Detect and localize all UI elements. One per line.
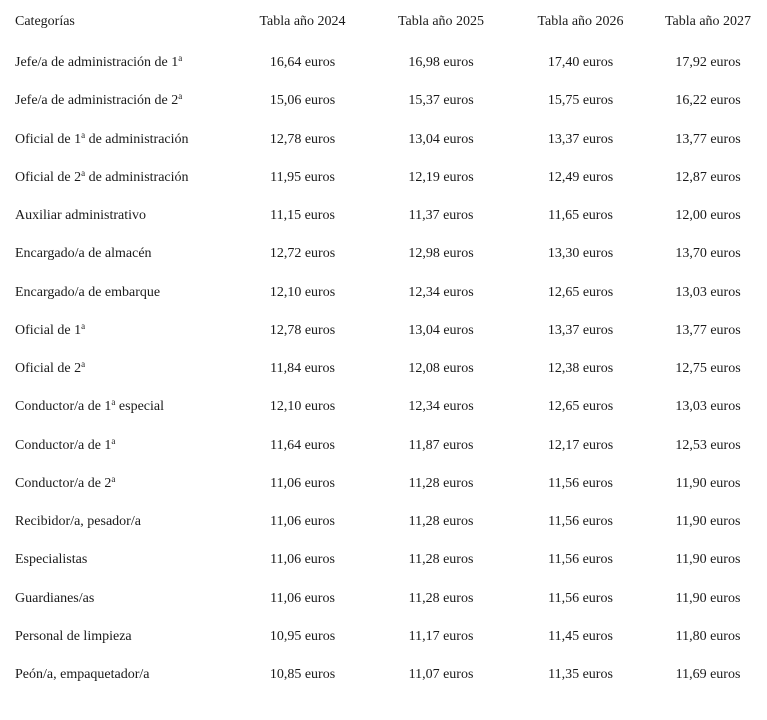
wage-cell-2024: 10,95 euros	[269, 628, 336, 644]
wage-cell-2024: 12,78 euros	[269, 131, 336, 147]
wage-cell-2024: 11,06 euros	[270, 475, 335, 491]
category-cell: Conductor/a de 1$^a$ especial	[15, 397, 165, 415]
table-row	[0, 44, 767, 82]
table-row	[0, 427, 767, 465]
wage-cell-2027: 13,03 euros	[675, 399, 741, 415]
category-cell: Encargado/a de embarque	[15, 284, 161, 300]
wage-cell-2025: 11,28 euros	[408, 514, 474, 530]
header-categorias: Categorías	[15, 14, 75, 29]
wage-cell-2027: 13,77 euros	[675, 131, 741, 147]
category-cell: Oficial de 1$^a$ de administración	[15, 129, 189, 147]
wage-cell-2027: 16,22 euros	[675, 93, 741, 109]
header-2025: Tabla año 2025	[397, 14, 485, 29]
table-row	[0, 503, 767, 541]
wage-cell-2027: 13,03 euros	[675, 284, 741, 300]
table-row	[0, 274, 767, 312]
wage-cell-2024: 11,95 euros	[270, 169, 335, 185]
category-cell: Peón/a, empaquetador/a	[15, 667, 150, 683]
wage-cell-2026: 12,38 euros	[547, 361, 614, 377]
wage-cell-2024: 12,72 euros	[269, 246, 336, 262]
wage-cell-2027: 12,00 euros	[675, 208, 741, 224]
wage-cell-2025: 11,17 euros	[408, 628, 474, 644]
wage-cell-2024: 11,64 euros	[270, 437, 335, 453]
category-cell: Oficial de 2$^a$	[15, 359, 86, 377]
category-cell: Personal de limpieza	[15, 628, 132, 644]
wage-cell-2024: 11,84 euros	[270, 361, 335, 377]
table-row	[0, 312, 767, 350]
ordinal-indicator: a	[81, 129, 86, 140]
category-cell: Conductor/a de 1$^a$	[15, 435, 116, 453]
wage-cell-2025: 13,04 euros	[408, 131, 474, 147]
wage-cell-2024: 11,06 euros	[270, 552, 335, 568]
category-cell: Oficial de 2$^a$ de administración	[15, 167, 189, 185]
wage-cell-2025: 11,37 euros	[408, 208, 474, 224]
wage-cell-2025: 12,34 euros	[408, 399, 474, 415]
wage-cell-2025: 12,08 euros	[408, 361, 474, 377]
table-header-row	[0, 0, 767, 44]
wage-cell-2025: 11,28 euros	[408, 475, 474, 491]
wage-cell-2024: 15,06 euros	[269, 93, 336, 109]
table-row	[0, 121, 767, 159]
header-2027: Tabla año 2027	[664, 14, 752, 29]
wage-cell-2026: 12,65 euros	[547, 284, 614, 300]
wage-cell-2026: 13,30 euros	[547, 246, 614, 262]
wage-cell-2025: 11,28 euros	[408, 552, 474, 568]
wage-cell-2026: 12,65 euros	[547, 399, 614, 415]
table-row	[0, 541, 767, 579]
wage-cell-2027: 11,90 euros	[675, 590, 741, 606]
wage-cell-2025: 12,34 euros	[408, 284, 474, 300]
category-cell: Jefe/a de administración de 1$^a$	[15, 53, 183, 71]
wage-cell-2026: 11,65 euros	[548, 208, 613, 224]
wage-cell-2027: 13,77 euros	[675, 322, 741, 338]
wage-cell-2026: 11,56 euros	[548, 514, 613, 530]
category-cell: Recibidor/a, pesador/a	[15, 514, 141, 530]
wage-cell-2026: 13,37 euros	[547, 322, 614, 338]
ordinal-indicator: a	[81, 320, 86, 331]
wage-cell-2025: 11,28 euros	[408, 590, 474, 606]
wage-cell-2026: 11,35 euros	[548, 667, 613, 683]
wage-cell-2024: 12,10 euros	[269, 284, 336, 300]
wage-cell-2025: 15,37 euros	[408, 93, 474, 109]
table-row	[0, 388, 767, 426]
ordinal-indicator: a	[111, 435, 116, 446]
wage-cell-2025: 16,98 euros	[408, 55, 474, 71]
wage-cell-2024: 10,85 euros	[269, 667, 336, 683]
wage-cell-2026: 13,37 euros	[547, 131, 614, 147]
ordinal-indicator: a	[81, 359, 86, 370]
wage-cell-2026: 11,45 euros	[548, 628, 613, 644]
wage-cell-2025: 11,87 euros	[408, 437, 474, 453]
table-row	[0, 618, 767, 656]
wage-cell-2026: 15,75 euros	[547, 93, 614, 109]
ordinal-indicator: a	[178, 91, 183, 102]
table-row	[0, 82, 767, 120]
ordinal-indicator: a	[81, 167, 86, 178]
wage-cell-2024: 12,78 euros	[269, 322, 336, 338]
wage-cell-2026: 17,40 euros	[547, 55, 614, 71]
wage-cell-2024: 11,15 euros	[270, 208, 335, 224]
wage-cell-2027: 17,92 euros	[675, 55, 741, 71]
wage-cell-2024: 12,10 euros	[269, 399, 336, 415]
category-cell: Jefe/a de administración de 2$^a$	[15, 91, 183, 109]
ordinal-indicator: a	[178, 53, 183, 64]
category-cell: Oficial de 1$^a$	[15, 320, 86, 338]
table-row	[0, 465, 767, 503]
wage-cell-2027: 12,87 euros	[675, 169, 741, 185]
category-cell: Guardianes/as	[15, 590, 95, 606]
wage-cell-2025: 12,19 euros	[408, 169, 474, 185]
wage-cell-2027: 11,80 euros	[675, 628, 741, 644]
wage-cell-2025: 11,07 euros	[408, 667, 474, 683]
wage-cell-2027: 11,90 euros	[675, 552, 741, 568]
wage-cell-2026: 11,56 euros	[548, 552, 613, 568]
table-row	[0, 197, 767, 235]
wage-cell-2025: 12,98 euros	[408, 246, 474, 262]
wage-cell-2026: 12,49 euros	[547, 169, 614, 185]
ordinal-indicator: a	[111, 473, 116, 484]
table-row	[0, 580, 767, 618]
wage-cell-2027: 12,75 euros	[675, 361, 741, 377]
wage-cell-2027: 12,53 euros	[675, 437, 741, 453]
wage-cell-2025: 13,04 euros	[408, 322, 474, 338]
wage-cell-2024: 16,64 euros	[269, 55, 336, 71]
table-row	[0, 350, 767, 388]
wage-cell-2026: 12,17 euros	[547, 437, 614, 453]
table-row	[0, 159, 767, 197]
category-cell: Encargado/a de almacén	[15, 246, 152, 262]
wage-cell-2024: 11,06 euros	[270, 590, 335, 606]
wage-cell-2026: 11,56 euros	[548, 590, 613, 606]
wage-cell-2024: 11,06 euros	[270, 514, 335, 530]
category-cell: Conductor/a de 2$^a$	[15, 473, 116, 491]
wage-cell-2027: 11,90 euros	[675, 514, 741, 530]
wage-cell-2026: 11,56 euros	[548, 475, 613, 491]
category-cell: Especialistas	[15, 552, 88, 568]
table-row	[0, 656, 767, 694]
table-body	[0, 44, 767, 694]
ordinal-indicator: a	[111, 397, 116, 408]
wage-cell-2027: 13,70 euros	[675, 246, 741, 262]
table-row	[0, 235, 767, 273]
header-2026: Tabla año 2026	[537, 14, 624, 29]
wage-cell-2027: 11,90 euros	[675, 475, 741, 491]
category-cell: Auxiliar administrativo	[15, 208, 147, 224]
wage-cell-2027: 11,69 euros	[675, 667, 741, 683]
header-2024: Tabla año 2024	[259, 14, 346, 29]
